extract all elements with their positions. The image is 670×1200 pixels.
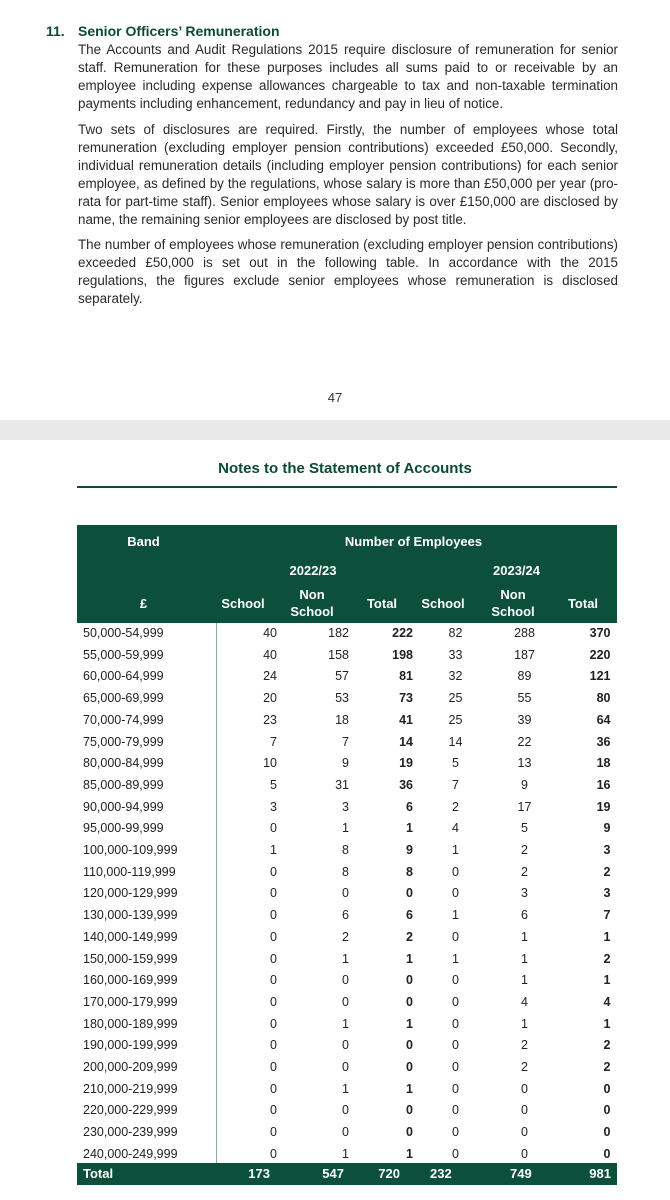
school-2023-cell: 25 xyxy=(448,712,463,727)
total-2022-cell: 0 xyxy=(406,1038,413,1053)
non-school-2022-cell: 182 xyxy=(328,626,349,640)
non-school-2023-cell: 17 xyxy=(517,799,532,814)
non-school-2022-cell: 0 xyxy=(342,1103,349,1118)
total-a-total: 720 xyxy=(378,1166,400,1181)
school-2023-cell: 33 xyxy=(448,647,463,662)
non-school-2023-cell: 1 xyxy=(521,929,528,944)
total-2022-cell: 36 xyxy=(399,777,413,792)
band-cell: 130,000-139,999 xyxy=(77,905,217,927)
table-row xyxy=(77,862,617,884)
band-cell: 90,000-94,999 xyxy=(77,797,217,819)
total-2023-cell: 4 xyxy=(603,994,611,1009)
school-2023-cell: 0 xyxy=(452,1038,459,1053)
non-school-2023-cell: 0 xyxy=(521,1125,528,1140)
non-school-2022-cell: 8 xyxy=(342,843,349,858)
school-2022-cell: 0 xyxy=(270,1146,277,1161)
table-row xyxy=(77,666,617,688)
table-row xyxy=(77,775,617,797)
header-total-b: Total xyxy=(567,596,599,611)
non-school-2022-cell: 9 xyxy=(342,756,349,771)
band-cell: 95,000-99,999 xyxy=(77,818,217,840)
non-school-2022-cell: 8 xyxy=(342,864,349,879)
total-2022-cell: 14 xyxy=(399,734,413,749)
total-2023-cell: 2 xyxy=(603,1060,611,1075)
band-cell: 50,000-54,999 xyxy=(77,623,217,645)
band-cell: 55,000-59,999 xyxy=(77,645,217,667)
table-row xyxy=(77,883,617,905)
table-row xyxy=(77,710,617,732)
non-school-2022-cell: 1 xyxy=(342,1081,349,1096)
school-2022-cell: 0 xyxy=(270,929,277,944)
table-row xyxy=(77,1035,617,1057)
non-school-2022-cell: 57 xyxy=(335,669,349,684)
non-school-2022-cell: 7 xyxy=(342,734,349,749)
total-row xyxy=(77,1163,617,1185)
school-2022-cell: 0 xyxy=(270,1103,277,1118)
non-school-2022-cell: 0 xyxy=(342,1060,349,1075)
total-2023-cell: 1 xyxy=(603,1016,611,1031)
total-2022-cell: 0 xyxy=(406,1060,413,1075)
total-2022-cell: 2 xyxy=(406,929,413,944)
non-school-2023-cell: 0 xyxy=(521,1081,528,1096)
non-school-2023-cell: 6 xyxy=(521,908,528,923)
total-2022-cell: 1 xyxy=(406,1146,413,1161)
non-school-2023-cell: 2 xyxy=(521,843,528,858)
total-a-school: 173 xyxy=(248,1166,270,1181)
header-year-b: 2023/24 xyxy=(493,563,540,578)
total-2023-cell: 0 xyxy=(603,1103,611,1118)
non-school-2022-cell: 1 xyxy=(342,1016,349,1031)
non-school-2023-cell: 39 xyxy=(517,712,532,727)
total-2022-cell: 1 xyxy=(406,951,413,966)
non-school-2022-cell: 0 xyxy=(342,1125,349,1140)
school-2023-cell: 0 xyxy=(452,973,459,988)
band-cell: 140,000-149,999 xyxy=(77,927,217,949)
school-2023-cell: 1 xyxy=(452,951,459,966)
total-2022-cell: 41 xyxy=(399,712,413,727)
total-2022-cell: 1 xyxy=(406,1016,413,1031)
school-2022-cell: 0 xyxy=(270,821,277,836)
total-b-non-school: 749 xyxy=(510,1166,532,1181)
school-2022-cell: 40 xyxy=(263,647,277,662)
school-2023-cell: 0 xyxy=(452,1125,459,1140)
section-heading xyxy=(46,23,280,39)
total-2022-cell: 19 xyxy=(399,756,413,771)
band-cell: 75,000-79,999 xyxy=(77,732,217,754)
band-cell: 80,000-84,999 xyxy=(77,753,217,775)
total-2022-cell: 0 xyxy=(406,1103,413,1118)
school-2022-cell: 7 xyxy=(270,734,277,749)
total-2022-cell: 198 xyxy=(392,647,413,662)
band-cell: 170,000-179,999 xyxy=(77,992,217,1014)
band-cell: 210,000-219,999 xyxy=(77,1079,217,1101)
page-divider xyxy=(0,420,670,440)
school-2023-cell: 0 xyxy=(452,864,459,879)
non-school-2023-cell: 55 xyxy=(517,691,532,706)
table-row xyxy=(77,797,617,819)
school-2023-cell: 32 xyxy=(448,669,463,684)
total-2023-cell: 64 xyxy=(596,712,611,727)
non-school-2022-cell: 18 xyxy=(335,712,349,727)
table-row xyxy=(77,970,617,992)
school-2022-cell: 0 xyxy=(270,994,277,1009)
header-non-school-a: Non School xyxy=(290,587,334,619)
band-cell: 60,000-64,999 xyxy=(77,666,217,688)
total-2023-cell: 121 xyxy=(589,669,611,684)
table-header xyxy=(77,525,617,623)
total-2023-cell: 19 xyxy=(596,799,611,814)
header-total-a: Total xyxy=(366,596,398,611)
school-2022-cell: 0 xyxy=(270,886,277,901)
total-2023-cell: 9 xyxy=(603,821,611,836)
total-2023-cell: 0 xyxy=(603,1125,611,1140)
table-row xyxy=(77,1100,617,1122)
table-row xyxy=(77,1057,617,1079)
paragraph-3: The number of employees whose remuneration (excluding employer pension contributions) exceeded £50,000 is set out in the following table. In accordance with the 2015 regulations, the figures exclude senior employees whose remuneration is disclosed separately. xyxy=(78,237,618,306)
school-2022-cell: 3 xyxy=(270,799,277,814)
school-2023-cell: 4 xyxy=(452,821,459,836)
total-2022-cell: 81 xyxy=(399,669,413,684)
table-row xyxy=(77,1014,617,1036)
non-school-2022-cell: 6 xyxy=(342,908,349,923)
total-a-non-school: 547 xyxy=(322,1166,344,1181)
total-2023-cell: 1 xyxy=(603,929,611,944)
total-2023-cell: 80 xyxy=(596,691,611,706)
school-2022-cell: 20 xyxy=(263,691,277,706)
non-school-2023-cell: 2 xyxy=(521,864,528,879)
school-2022-cell: 0 xyxy=(270,951,277,966)
header-school-b: School xyxy=(421,596,465,611)
non-school-2022-cell: 53 xyxy=(335,691,349,706)
school-2023-cell: 0 xyxy=(452,886,459,901)
band-cell: 220,000-229,999 xyxy=(77,1100,217,1122)
non-school-2023-cell: 1 xyxy=(521,951,528,966)
school-2023-cell: 0 xyxy=(452,994,459,1009)
total-2023-cell: 2 xyxy=(603,864,611,879)
total-2023-cell: 36 xyxy=(596,734,611,749)
band-cell: 85,000-89,999 xyxy=(77,775,217,797)
school-2023-cell: 0 xyxy=(452,929,459,944)
total-2022-cell: 0 xyxy=(406,973,413,988)
school-2022-cell: 0 xyxy=(270,1038,277,1053)
table-row xyxy=(77,927,617,949)
section-title: Senior Officers’ Remuneration xyxy=(78,23,280,39)
table-row xyxy=(77,905,617,927)
total-2023-cell: 0 xyxy=(603,1081,611,1096)
total-2022-cell: 73 xyxy=(399,691,413,706)
non-school-2023-cell: 22 xyxy=(517,734,532,749)
school-2023-cell: 0 xyxy=(452,1103,459,1118)
school-2023-cell: 1 xyxy=(452,908,459,923)
page-number: 47 xyxy=(327,390,343,405)
total-2022-cell: 1 xyxy=(406,821,413,836)
total-2023-cell: 16 xyxy=(596,777,611,792)
total-2022-cell: 0 xyxy=(406,1125,413,1140)
total-2023-cell: 1 xyxy=(603,973,611,988)
header-currency: £ xyxy=(139,596,148,611)
school-2022-cell: 5 xyxy=(270,777,277,792)
school-2022-cell: 1 xyxy=(270,843,277,858)
total-2022-cell: 0 xyxy=(406,994,413,1009)
table-row xyxy=(77,1122,617,1144)
document-page xyxy=(0,0,670,420)
total-2022-cell: 1 xyxy=(406,1081,413,1096)
table-row xyxy=(77,688,617,710)
non-school-2022-cell: 3 xyxy=(342,799,349,814)
school-2022-cell: 0 xyxy=(270,1016,277,1031)
school-2022-cell: 0 xyxy=(270,908,277,923)
school-2023-cell: 82 xyxy=(448,626,463,640)
non-school-2023-cell: 187 xyxy=(514,647,535,662)
non-school-2022-cell: 0 xyxy=(342,886,349,901)
non-school-2023-cell: 0 xyxy=(521,1103,528,1118)
table-row xyxy=(77,645,617,667)
school-2023-cell: 0 xyxy=(452,1081,459,1096)
school-2023-cell: 25 xyxy=(448,691,463,706)
total-2023-cell: 3 xyxy=(603,886,611,901)
total-2022-cell: 0 xyxy=(406,886,413,901)
school-2023-cell: 5 xyxy=(452,756,459,771)
school-2023-cell: 0 xyxy=(452,1016,459,1031)
school-2023-cell: 0 xyxy=(452,1060,459,1075)
band-cell: 190,000-199,999 xyxy=(77,1035,217,1057)
school-2022-cell: 23 xyxy=(263,712,277,727)
band-cell: 240,000-249,999 xyxy=(77,1144,217,1166)
total-2023-cell: 0 xyxy=(603,1146,611,1161)
total-b-total: 981 xyxy=(589,1166,611,1181)
table-row xyxy=(77,732,617,754)
school-2022-cell: 0 xyxy=(270,973,277,988)
school-2022-cell: 0 xyxy=(270,864,277,879)
school-2022-cell: 0 xyxy=(270,1060,277,1075)
band-cell: 70,000-74,999 xyxy=(77,710,217,732)
header-non-school-b: Non School xyxy=(491,587,535,619)
total-2023-cell: 18 xyxy=(596,756,611,771)
school-2022-cell: 40 xyxy=(263,626,277,640)
non-school-2023-cell: 288 xyxy=(514,626,535,640)
non-school-2023-cell: 5 xyxy=(521,821,528,836)
table-row xyxy=(77,818,617,840)
non-school-2022-cell: 1 xyxy=(342,1146,349,1161)
table-row xyxy=(77,1079,617,1101)
total-2023-cell: 220 xyxy=(589,647,611,662)
non-school-2022-cell: 0 xyxy=(342,973,349,988)
school-2022-cell: 0 xyxy=(270,1125,277,1140)
band-cell: 150,000-159,999 xyxy=(77,949,217,971)
non-school-2022-cell: 0 xyxy=(342,1038,349,1053)
band-cell: 110,000-119,999 xyxy=(77,862,217,884)
non-school-2023-cell: 13 xyxy=(517,756,532,771)
table-row xyxy=(77,992,617,1014)
school-2022-cell: 24 xyxy=(263,669,277,684)
table-row xyxy=(77,840,617,862)
band-cell: 65,000-69,999 xyxy=(77,688,217,710)
paragraph-1: The Accounts and Audit Regulations 2015 require disclosure of remuneration for senior staff. Remuneration for these purposes includes all sums paid to or receivable by an employee including expense allowances chargeable to tax and non-taxable termination payments including enhancement, redundancy and pay in lieu of notice. xyxy=(78,42,618,111)
header-year-a: 2022/23 xyxy=(289,563,337,578)
non-school-2022-cell: 158 xyxy=(328,647,349,662)
non-school-2022-cell: 1 xyxy=(342,821,349,836)
non-school-2023-cell: 0 xyxy=(521,1146,528,1161)
total-2022-cell: 9 xyxy=(406,843,413,858)
table-row xyxy=(77,623,617,645)
paragraph-2: Two sets of disclosures are required. Firstly, the number of employees whose total remuneration (excluding employer pension contributions) exceeded £50,000. Secondly, individual remuneration details (including employer pension contributions) for each senior employee, as defined by the regulations, whose salary is more than £50,000 per year (pro-rata for part-time staff). Senior employees whose salary is over £150,000 are disclosed by name, the remaining senior employees are disclosed by post title. xyxy=(78,122,618,227)
total-2023-cell: 7 xyxy=(603,908,611,923)
non-school-2022-cell: 31 xyxy=(335,777,349,792)
band-cell: 230,000-239,999 xyxy=(77,1122,217,1144)
table-row xyxy=(77,753,617,775)
non-school-2023-cell: 3 xyxy=(521,886,528,901)
total-b-school: 232 xyxy=(430,1166,452,1181)
total-2023-cell: 370 xyxy=(589,626,611,640)
total-2022-cell: 6 xyxy=(406,908,413,923)
non-school-2023-cell: 1 xyxy=(521,973,528,988)
school-2023-cell: 1 xyxy=(452,843,459,858)
band-cell: 120,000-129,999 xyxy=(77,883,217,905)
school-2023-cell: 2 xyxy=(452,799,459,814)
non-school-2022-cell: 0 xyxy=(342,994,349,1009)
school-2023-cell: 7 xyxy=(452,777,459,792)
total-2022-cell: 8 xyxy=(406,864,413,879)
non-school-2022-cell: 2 xyxy=(342,929,349,944)
band-cell: 180,000-189,999 xyxy=(77,1014,217,1036)
total-2023-cell: 3 xyxy=(603,843,611,858)
header-band: Band xyxy=(127,534,160,549)
total-label: Total xyxy=(83,1166,114,1181)
notes-title: Notes to the Statement of Accounts xyxy=(218,460,472,477)
non-school-2023-cell: 4 xyxy=(521,994,528,1009)
total-2023-cell: 2 xyxy=(603,1038,611,1053)
title-rule xyxy=(77,486,617,488)
total-2022-cell: 222 xyxy=(392,626,413,640)
band-cell: 200,000-209,999 xyxy=(77,1057,217,1079)
school-2023-cell: 0 xyxy=(452,1146,459,1161)
header-group: Number of Employees xyxy=(344,534,483,549)
non-school-2023-cell: 9 xyxy=(521,777,528,792)
non-school-2023-cell: 2 xyxy=(521,1060,528,1075)
non-school-2023-cell: 89 xyxy=(517,669,532,684)
remuneration-table xyxy=(77,623,617,1166)
header-school-a: School xyxy=(221,596,265,611)
non-school-2023-cell: 2 xyxy=(521,1038,528,1053)
non-school-2023-cell: 1 xyxy=(521,1016,528,1031)
non-school-2022-cell: 1 xyxy=(342,951,349,966)
section-number: 11. xyxy=(46,23,65,39)
school-2023-cell: 14 xyxy=(448,734,463,749)
school-2022-cell: 10 xyxy=(263,756,277,771)
total-2023-cell: 2 xyxy=(603,951,611,966)
school-2022-cell: 0 xyxy=(270,1081,277,1096)
band-cell: 100,000-109,999 xyxy=(77,840,217,862)
table-row xyxy=(77,949,617,971)
total-2022-cell: 6 xyxy=(406,799,413,814)
band-cell: 160,000-169,999 xyxy=(77,970,217,992)
